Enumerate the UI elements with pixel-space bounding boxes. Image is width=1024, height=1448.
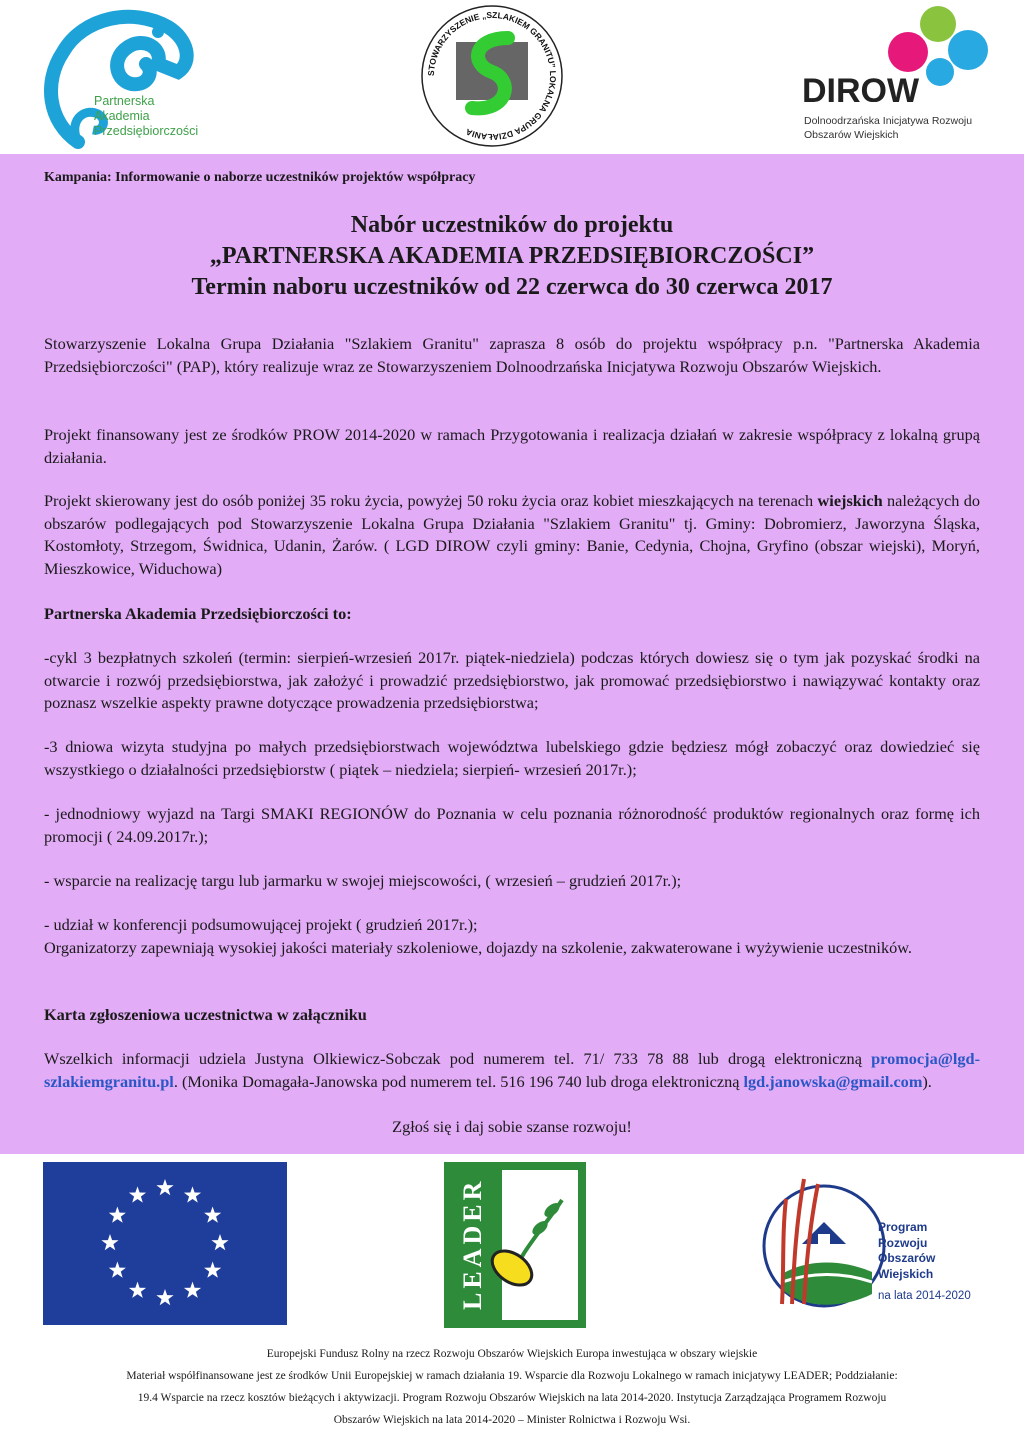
title-line1: Nabór uczestników do projektu — [350, 212, 674, 238]
prow-logo — [752, 1164, 982, 1324]
footer-line2: Materiał współfinansowane jest ze środków Unii Europejskiej w ramach działania 19. Wsparcie dla Rozwoju Lokalnego w ramach inicjatywy LEADER; Poddziałanie: — [126, 1370, 898, 1382]
prow-line3: Obszarów — [878, 1251, 936, 1265]
eu-star-icon — [109, 1207, 126, 1223]
eu-star-icon — [184, 1282, 201, 1298]
dirow-wordmark: DIROW — [802, 72, 920, 102]
title-line2: „PARTNERSKA AKADEMIA PRZEDSIĘBIORCZOŚCI” — [209, 243, 815, 269]
eu-star-icon — [109, 1262, 126, 1278]
prow-line1: Program — [878, 1220, 928, 1234]
organizers-paragraph: Organizatorzy zapewniają wysokiej jakości materiały szkoleniowe, dojazdy na szkolenie, zakwaterowane i wyżywienie uczestników. — [44, 938, 913, 957]
contact-text-a: Wszelkich informacji udziela Justyna Olkiewicz-Sobczak pod numerem tel. 71/ 733 78 88 lub drogą elektroniczną — [44, 1049, 872, 1068]
dirow-logo — [800, 2, 1020, 152]
eu-star-icon — [156, 1179, 173, 1195]
eu-star-icon — [129, 1186, 146, 1202]
contact-text-c: ). — [922, 1071, 932, 1091]
campaign-label: Kampania: Informowanie o naborze uczestników projektów współpracy — [44, 170, 476, 185]
list-item-study-visit: -3 dniowa wizyta studyjna po małych przedsiębiorstwach województwa lubelskiego gdzie będziesz mógł zobaczyć oraz dowiedzieć się wszystkiego o działalności przedsiębiorstw ( piątek – niedziela; sierpień- wrzesień 2017r.); — [44, 737, 980, 779]
eu-flag-logo — [43, 1162, 287, 1325]
pap-heading: Partnerska Akademia Przedsiębiorczości to: — [44, 604, 352, 623]
list-item-trainings: -cykl 3 bezpłatnych szkoleń (termin: sierpień-wrzesień 2017r. piątek-niedziela) podczas których dowiesz się o tym jak pozyskać środki na otwarcie i rozwój przedsiębiorstwa, jak założyć i prowadzić przedsiębiorstwo, jak promować przedsiębiorstwo i nawiązywać kontakty oraz poznasz wszelkie aspekty prawne dotyczące prowadzenia przedsiębiorstwa; — [44, 648, 980, 712]
target-paragraph — [44, 490, 980, 580]
eu-star-icon — [129, 1282, 146, 1298]
email-link-janowska[interactable]: lgd.janowska@gmail.com — [743, 1071, 923, 1091]
footer-line4: Obszarów Wiejskich na lata 2014-2020 – Minister Rolnictwa i Rozwoju Wsi. — [333, 1414, 691, 1426]
lgd-logo — [418, 2, 566, 150]
form-heading: Karta zgłoszeniowa uczestnictwa w załączniku — [44, 1005, 367, 1024]
list-item-fair-trip: - jednodniowy wyjazd na Targi SMAKI REGIONÓW do Poznania w celu poznania różnorodność produktów regionalnych oraz formę ich promocji ( 24.09.2017r.); — [44, 804, 980, 846]
prow-line4: Wiejskich — [878, 1266, 934, 1281]
list-item-market-support: - wsparcie na realizację targu lub jarmarku w swojej miejscowości, ( wrzesień – grudzień 2017r.); — [44, 871, 682, 890]
footer-line3: 19.4 Wsparcie na rzecz kosztów bieżących i aktywizacji. Program Rozwoju Obszarów Wiejskich na lata 2014-2020. Instytucja Zarządzająca Programem Rozwoju — [137, 1392, 887, 1404]
eu-star-icon — [101, 1234, 118, 1250]
footer-logos — [0, 1154, 1024, 1334]
eu-star-icon — [184, 1186, 201, 1202]
eu-star-icon — [204, 1207, 221, 1223]
dirow-line1: Dolnoodrzańska Inicjatywa Rozwoju — [804, 115, 973, 127]
header-logos — [0, 0, 1024, 154]
page-title — [0, 210, 1024, 303]
closing-line: Zgłoś się i daj sobie szanse rozwoju! — [392, 1117, 632, 1136]
contact-text-b: . (Monika Domagała-Janowska pod numerem tel. 516 196 740 lub droga elektroniczną — [173, 1071, 744, 1091]
list-item-conference: - udział w konferencji podsumowującej projekt ( grudzień 2017r.); — [44, 915, 478, 934]
contact-paragraph — [44, 1048, 980, 1093]
target-text-bold: wiejskich — [817, 491, 883, 510]
title-line3: Termin naboru uczestników od 22 czerwca do 30 czerwca 2017 — [191, 274, 833, 300]
footer-line1: Europejski Fundusz Rolny na rzecz Rozwoju Obszarów Wiejskich Europa inwestująca w obszary wiejskie — [266, 1348, 758, 1360]
pap-logo-line1: Partnerska — [94, 94, 155, 108]
leader-logo — [444, 1162, 586, 1328]
target-text-a: Projekt skierowany jest do osób poniżej 35 roku życia, powyżej 50 roku życia oraz kobiet mieszkających na terenach — [44, 491, 818, 510]
eu-star-icon — [204, 1262, 221, 1278]
pap-logo-line2: Akademia — [94, 109, 150, 123]
leaf-seed-icon — [452, 1170, 578, 1320]
lgd-ring-text: STOWARZYSZENIE „SZLAKIEM GRANITU” LOKALNA GRUPA DZIAŁANIA — [425, 9, 559, 143]
pap-logo — [38, 2, 238, 150]
dirow-line2: Obszarów Wiejskich — [804, 129, 899, 141]
target-text-b: należących do obszarów podlegających pod Stowarzyszenie Lokalna Grupa Działania "Szlakiem Granitu" tj. Gminy: Dobromierz, Jaworzyna Śląska, Kostomłoty, Strzegom, Świdnica, Udanin, Żarów. ( LGD DIROW czyli gminy: Banie, Cedynia, Chojna, Gryfino (obszar wiejski), Moryń, Mieszkowice, Widuchowa) — [44, 491, 980, 578]
eu-stars-icon — [43, 1162, 287, 1325]
eu-star-icon — [156, 1289, 173, 1305]
prow-line5: na lata 2014-2020 — [878, 1290, 971, 1302]
intro-paragraph: Stowarzyszenie Lokalna Grupa Działania "Szlakiem Granitu" zaprasza 8 osób do projektu współpracy p.n. "Partnerska Akademia Przedsiębiorczości" (PAP), który realizuje wraz ze Stowarzyszeniem Dolnoodrzańska Inicjatywa Rozwoju Obszarów Wiejskich. — [44, 334, 980, 376]
funding-paragraph: Projekt finansowany jest ze środków PROW 2014-2020 w ramach Przygotowania i realizacja działań w zakresie współpracy z lokalną grupą działania. — [44, 425, 980, 467]
clover-icon — [800, 2, 1000, 102]
prow-line2: Rozwoju — [878, 1235, 928, 1250]
pap-logo-line3: Przedsiębiorczości — [94, 124, 199, 138]
eu-star-icon — [211, 1234, 228, 1250]
email-link-promocja[interactable]: promocja@lgd-szlakiemgranitu.pl — [44, 1049, 980, 1091]
